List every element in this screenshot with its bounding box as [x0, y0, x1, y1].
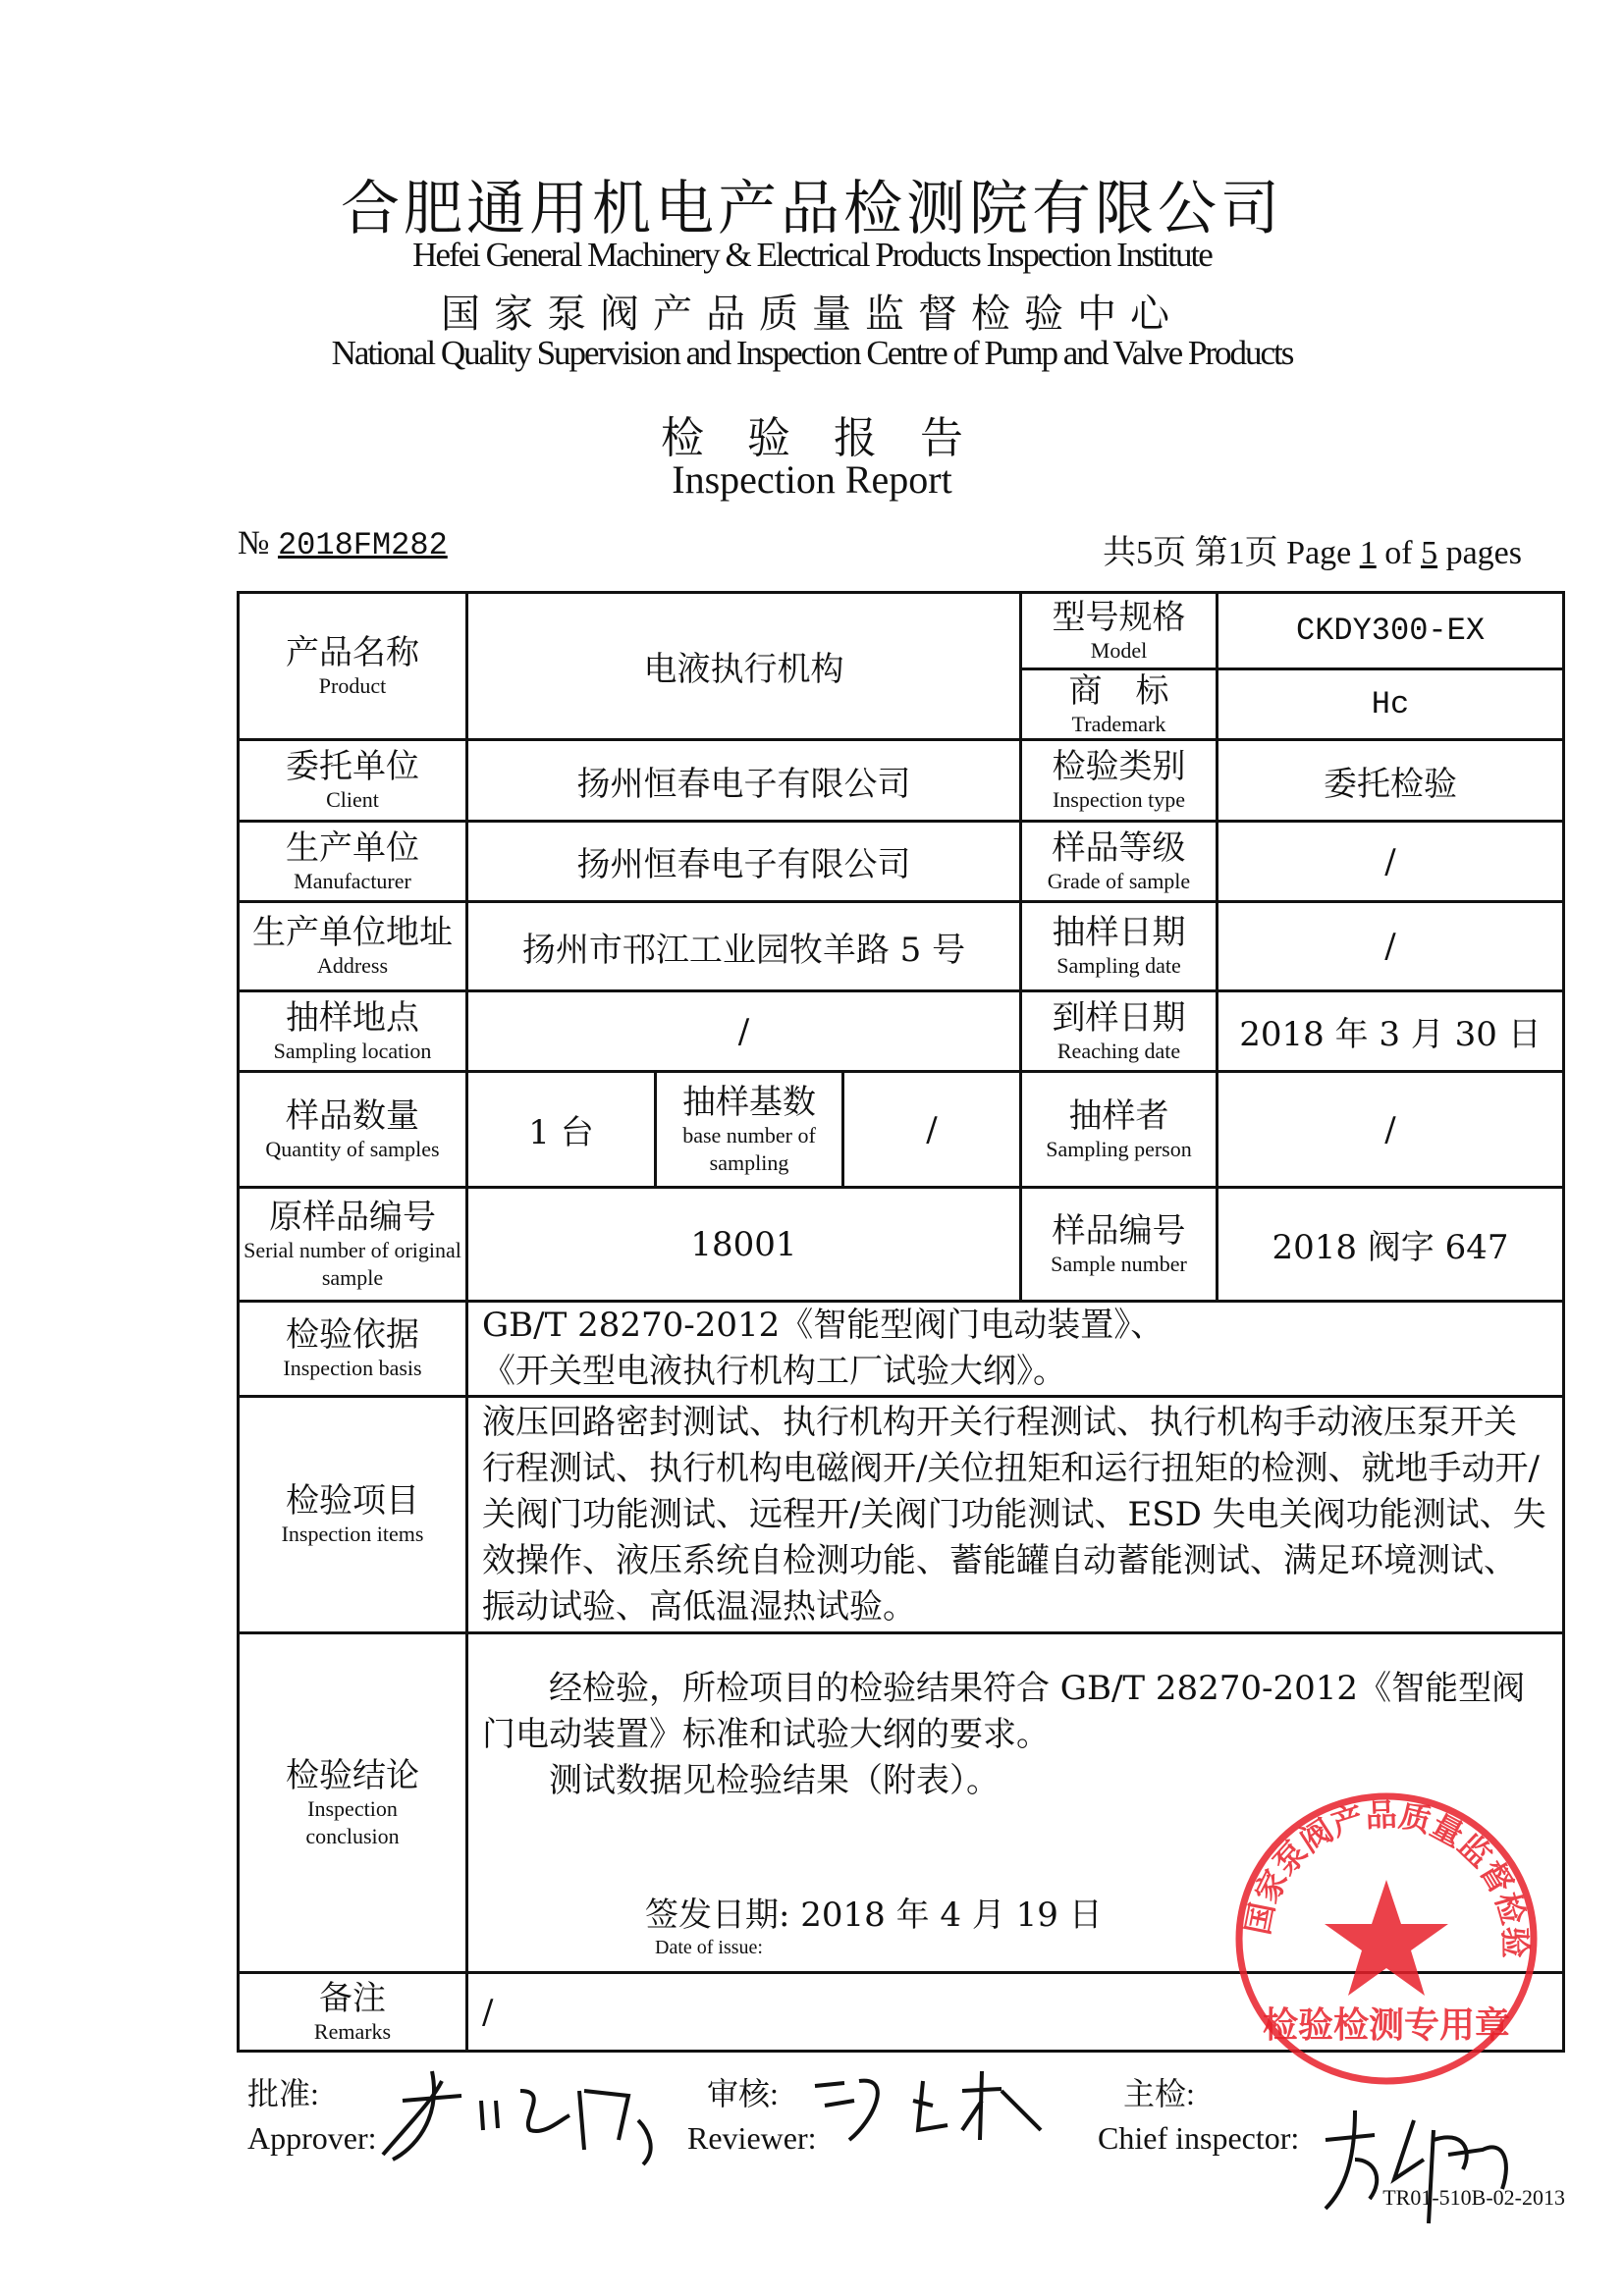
stamp-star-icon [1325, 1880, 1448, 1996]
conclusion-paragraph-1: 经检验，所检项目的检验结果符合 GB/T 28270-2012《智能型阀门电动装置》标准和试验大纲的要求。 [482, 1669, 1526, 1754]
issue-date-label-en: Date of issue: [655, 1937, 763, 1958]
quantity-value: 1 台 [467, 1072, 656, 1188]
reviewer-signature [805, 2061, 1070, 2150]
approver-label-en: Approver: [247, 2120, 377, 2156]
basis-label: 检验依据 Inspection basis [239, 1302, 467, 1397]
approver-block [247, 2069, 377, 2157]
issue-date [645, 1888, 1103, 1936]
items-label: 检验项目 Inspection items [239, 1397, 467, 1633]
page-total: 5 [1421, 535, 1438, 571]
page-suffix: pages [1445, 535, 1522, 571]
stamp-text: 国家泵阀产品质量监督检验中心 [1208, 1742, 1535, 1958]
issue-date-label: 签发日期: [645, 1896, 790, 1935]
grade-value: / [1218, 822, 1564, 902]
address-label: 生产单位地址 Address [239, 902, 467, 991]
basis-line-2: 《开关型电液执行机构工厂试验大纲》。 [482, 1352, 1066, 1391]
manufacturer-value: 扬州恒春电子有限公司 [467, 822, 1021, 902]
grade-label: 样品等级 Grade of sample [1021, 822, 1218, 902]
sampling-date-label: 抽样日期 Sampling date [1021, 902, 1218, 991]
client-label: 委托单位 Client [239, 740, 467, 822]
reaching-date-label: 到样日期 Reaching date [1021, 991, 1218, 1072]
basis-value [467, 1302, 1564, 1397]
remarks-text: / [482, 1992, 494, 2032]
conclusion-paragraph-2: 测试数据见检验结果（附表）。 [549, 1761, 1000, 1800]
product-value: 电液执行机构 [467, 593, 1021, 740]
official-stamp [1208, 1742, 1548, 2096]
page-indicator [1103, 525, 1522, 573]
reaching-date-value: 2018 年 3 月 30 日 [1218, 991, 1564, 1072]
reviewer-label-en: Reviewer: [687, 2120, 817, 2156]
inspection-type-value: 委托检验 [1218, 740, 1564, 822]
sampler-label: 抽样者 Sampling person [1021, 1072, 1218, 1188]
report-number-value: 2018FM282 [277, 527, 448, 563]
chief-inspector-label-cn: 主检: [1123, 2076, 1195, 2111]
approver-label-cn: 批准: [247, 2076, 319, 2111]
sample-number-value: 2018 阀字 647 [1218, 1188, 1564, 1302]
base-number-value: / [843, 1072, 1021, 1188]
conclusion-value [467, 1633, 1564, 2046]
org-name-cn: 合肥通用机电产品检测院有限公司 [341, 175, 1283, 243]
page-current: 1 [1359, 535, 1377, 571]
page-label: Page [1286, 535, 1352, 571]
sampling-location-label: 抽样地点 Sampling location [239, 991, 467, 1072]
stamp-bottom-text: 检验检测专用章 [1262, 2004, 1511, 2046]
reviewer-label-cn: 审核: [707, 2076, 779, 2111]
form-code: TR01-510B-02-2013 [1382, 2185, 1565, 2210]
sampling-date-value: / [1218, 902, 1564, 991]
sampling-location-value: / [467, 991, 1021, 1072]
centre-name-en: National Quality Supervision and Inspection Centre of Pump and Valve Products [331, 334, 1293, 372]
page-indicator-cn: 共5页 第1页 [1103, 535, 1278, 571]
client-value: 扬州恒春电子有限公司 [467, 740, 1021, 822]
sampler-value: / [1218, 1072, 1564, 1188]
page-of: of [1384, 535, 1413, 571]
model-value: CKDY300-EX [1218, 593, 1564, 669]
remarks-label: 备注 Remarks [239, 1973, 467, 2052]
chief-inspector-label-en: Chief inspector: [1098, 2120, 1300, 2156]
quantity-label: 样品数量 Quantity of samples [239, 1072, 467, 1188]
basis-line-1: GB/T 28270-2012《智能型阀门电动装置》、 [482, 1306, 1164, 1345]
address-value: 扬州市邗江工业园牧羊路 5 号 [467, 902, 1021, 991]
report-title-cn: 检验报告 [661, 413, 1006, 463]
report-number [238, 525, 448, 563]
org-name-en: Hefei General Machinery & Electrical Products Inspection Institute [412, 236, 1212, 274]
centre-name-cn: 国家泵阀产品质量监督检验中心 [441, 292, 1183, 337]
inspection-type-label: 检验类别 Inspection type [1021, 740, 1218, 822]
trademark-label: 商 标 Trademark [1021, 669, 1218, 740]
reviewer-block [687, 2069, 817, 2157]
items-value: 液压回路密封测试、执行机构开关行程测试、执行机构手动液压泵开关行程测试、执行机构电磁阀开/关位扭矩和运行扭矩的检测、就地手动开/关阀门功能测试、远程开/关阀门功能测试、ESD 失电关阀功能测试、失效操作、液压系统自检测功能、蓄能罐自动蓄能测试、满足环境测试、振动试验、高低温湿热试验。 [467, 1397, 1564, 1633]
report-title-en: Inspection Report [672, 457, 952, 502]
manufacturer-label: 生产单位 Manufacturer [239, 822, 467, 902]
model-label: 型号规格 Model [1021, 593, 1218, 669]
original-serial-label: 原样品编号 Serial number of original sample [239, 1188, 467, 1302]
trademark-value: Hc [1218, 669, 1564, 740]
product-label: 产品名称 Product [239, 593, 467, 740]
base-number-label: 抽样基数 base number of sampling [656, 1072, 843, 1188]
conclusion-label: 检验结论 Inspection conclusion [239, 1633, 467, 1973]
original-serial-value: 18001 [467, 1188, 1021, 1302]
chief-inspector-block [1098, 2069, 1299, 2157]
inspection-table [237, 591, 1565, 2053]
sample-number-label: 样品编号 Sample number [1021, 1188, 1218, 1302]
approver-signature [373, 2061, 668, 2169]
report-number-label: № [238, 525, 270, 561]
issue-date-value: 2018 年 4 月 19 日 [800, 1896, 1103, 1935]
